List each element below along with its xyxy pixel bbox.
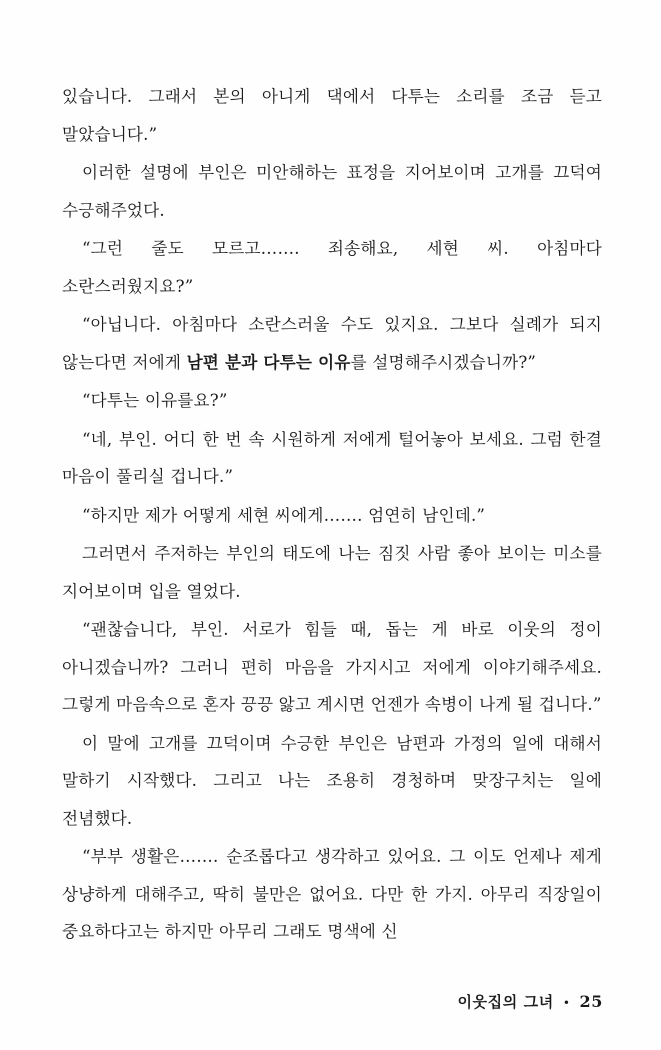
paragraph (62, 497, 602, 535)
page-body (62, 78, 602, 952)
page-footer (0, 991, 603, 1012)
paragraph-text: 그러면서 주저하는 부인의 태도에 나는 짐짓 사람 좋아 보이는 미소를 지어보이며 입을 열었다. (62, 544, 602, 601)
paragraph-text: 를 설명해주시겠습니까?” (350, 352, 537, 372)
paragraph (62, 611, 602, 724)
paragraph (62, 306, 602, 381)
paragraph-text: “네, 부인. 어디 한 번 속 시원하게 저에게 털어놓아 보세요. 그럼 한결 마음이 풀리실 겁니다.” (62, 429, 602, 486)
paragraph (62, 838, 602, 951)
paragraph-text: 있습니다. 그래서 본의 아니게 댁에서 다투는 소리를 조금 듣고 말았습니다.” (62, 87, 602, 144)
footer-separator: • (562, 996, 571, 1010)
paragraph (62, 421, 602, 496)
emphasis-text: 남편 분과 다투는 이유 (186, 351, 351, 372)
paragraph-text: “아닙니다. 아침마다 소란스러울 수도 있지요. 그보다 실례가 되지 않는다면 저에게 (62, 315, 602, 372)
paragraph-text: 이 말에 고개를 끄덕이며 수긍한 부인은 남편과 가정의 일에 대해서 말하기 시작했다. 그리고 나는 조용히 경청하며 맞장구치는 일에 전념했다. (62, 733, 602, 828)
paragraph (62, 230, 602, 305)
paragraph (62, 382, 602, 420)
paragraph-text: “괜찮습니다, 부인. 서로가 힘들 때, 돕는 게 바로 이웃의 정이 아니겠습니까? 그러니 편히 마음을 가지시고 저에게 이야기해주세요. 그렇게 마음속으로 혼자 끙끙 앓고 계시면 언젠가 속병이 나게 될 겁니다.” (62, 620, 602, 714)
page-number: 25 (579, 992, 603, 1011)
paragraph-text: “하지만 제가 어떻게 세현 씨에게……. 엄연히 남인데.” (82, 505, 486, 525)
footer-book-title: 이웃집의 그녀 (457, 993, 554, 1011)
paragraph-text: “부부 생활은……. 순조롭다고 생각하고 있어요. 그 이도 언제나 제게 상냥하게 대해주고, 딱히 불만은 없어요. 다만 한 가지. 아무리 직장일이 중요하다고는 하지만 아무리 그래도 명색에 신 (62, 847, 602, 941)
paragraph-text: “다투는 이유를요?” (82, 391, 228, 410)
paragraph (62, 725, 602, 838)
paragraph (62, 535, 602, 610)
paragraph-text: “그런 줄도 모르고……. 죄송해요, 세현 씨. 아침마다 소란스러웠지요?” (62, 239, 602, 296)
paragraph-text: 이러한 설명에 부인은 미안해하는 표정을 지어보이며 고개를 끄덕여 수긍해주었다. (62, 163, 602, 220)
paragraph (62, 154, 602, 229)
paragraph (62, 78, 602, 153)
